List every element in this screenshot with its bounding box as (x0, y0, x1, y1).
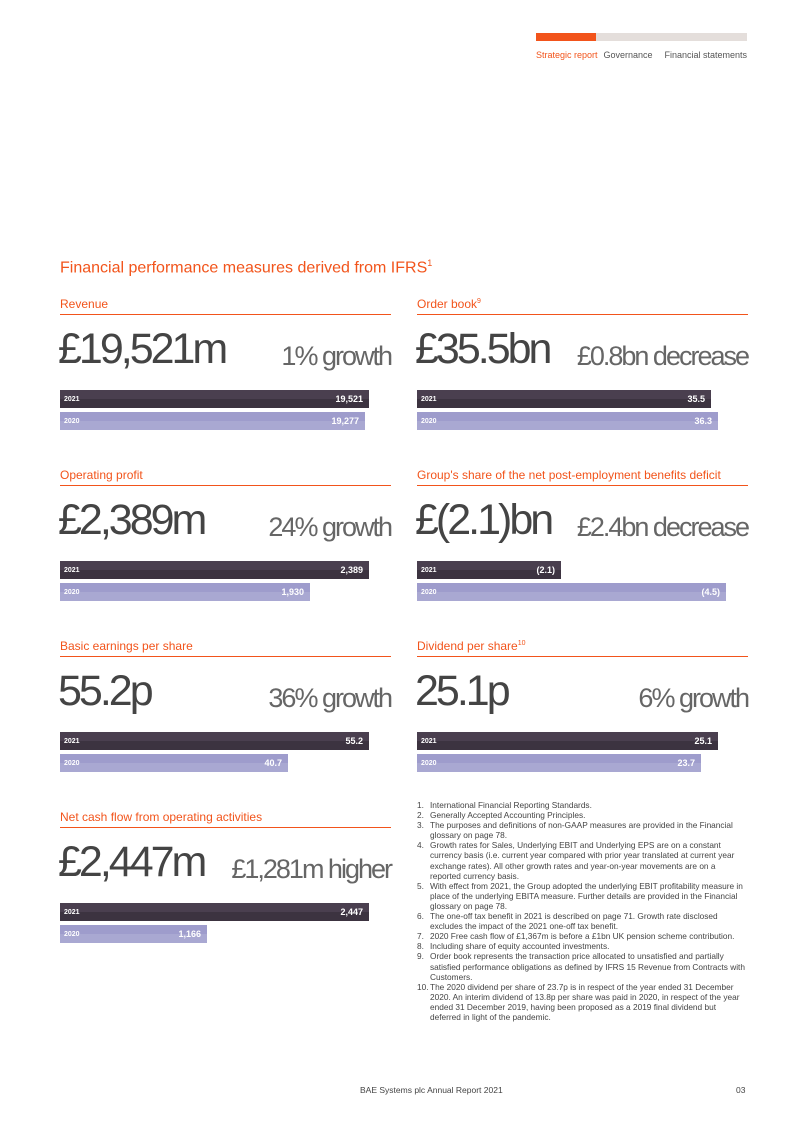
page-number: 03 (736, 1085, 746, 1095)
panel-title (417, 639, 748, 657)
bar-2020-value: 19,277 (331, 416, 359, 426)
bar-2021-year: 2021 (421, 737, 437, 745)
panel-title-sup: 10 (517, 640, 526, 647)
bar-2020-value: 1,930 (281, 587, 304, 597)
footnote-item (417, 881, 747, 911)
footnote-text: Order book represents the transaction price allocated to unsatisfied and partially satisfied performance obligations as defined by IFRS 15 Revenue from Contracts with Customers. (430, 951, 745, 982)
header-nav-bars (536, 33, 747, 41)
growth-label: 6% growth (638, 683, 748, 713)
bar-2020 (417, 412, 748, 430)
nav-governance[interactable]: Governance (603, 50, 653, 60)
bar-2021-value: 55.2 (345, 736, 363, 746)
footnote-text: The 2020 dividend per share of 23.7p is in respect of the year ended 31 December 2020. An interim dividend of 13.8p per share was paid in 2020, in respect of the year ended 31 December 2019, having been proposed as a 2019 final dividend but deferred in light of the pandemic. (430, 981, 740, 1022)
bar-2021 (417, 732, 748, 750)
footnote-number: 3. (417, 820, 424, 831)
bar-2021 (417, 390, 748, 408)
bar-2021-fill (60, 561, 369, 579)
bar-2020-year: 2020 (421, 588, 437, 596)
bar-2021-value: (2.1) (536, 565, 555, 575)
nav-strategic-report[interactable]: Strategic report (536, 50, 598, 60)
nav-financial-statements[interactable]: Financial statements (664, 50, 747, 60)
footnote-item (417, 951, 747, 981)
bar-2021-fill (60, 903, 369, 921)
panel-order-book (417, 297, 748, 434)
headline-row (417, 657, 748, 727)
footnote-item (417, 840, 747, 880)
footnote-item (417, 911, 747, 931)
panel-title (60, 810, 391, 828)
bar-2021-value: 2,447 (340, 907, 363, 917)
header-nav (536, 50, 747, 60)
nav-indicator-rest (596, 33, 747, 41)
headline-row (60, 315, 391, 385)
footnote-text: International Financial Reporting Standards. (430, 800, 592, 810)
footnote-number: 9. (417, 951, 424, 962)
bar-2021 (60, 732, 391, 750)
footnote-number: 4. (417, 840, 424, 851)
headline-row (417, 486, 748, 556)
footnote-number: 8. (417, 941, 424, 952)
headline-row (417, 315, 748, 385)
bar-2020 (60, 412, 391, 430)
footnote-text: Growth rates for Sales, Underlying EBIT and Underlying EPS are on a constant currency basis (i.e. current year compared with prior year translated at current year exchange rates). All other growth rates and year-on-year movements are on a reported currency basis. (430, 840, 735, 881)
bar-2020 (60, 754, 391, 772)
panel-basic-eps (60, 639, 391, 776)
panel-operating-profit (60, 468, 391, 605)
nav-active-indicator (536, 33, 596, 41)
panel-net-cash-flow (60, 810, 391, 947)
panel-title (60, 468, 391, 486)
bar-2020-value: 40.7 (264, 758, 282, 768)
headline-value: £35.5bn (415, 325, 550, 373)
bar-2021 (417, 561, 748, 579)
section-title (60, 258, 432, 277)
bar-2021-fill (60, 732, 369, 750)
bar-2021-value: 25.1 (694, 736, 712, 746)
footnote-text: With effect from 2021, the Group adopted the underlying EBIT profitability measure in place of the underlying EBITA measure. Further details are provided in the Financial glossary on page 78. (430, 880, 743, 911)
growth-label: 1% growth (281, 341, 391, 371)
panel-dividend-per-share (417, 639, 748, 776)
footer-report-title: BAE Systems plc Annual Report 2021 (360, 1085, 503, 1095)
footnote-item (417, 982, 747, 1022)
bar-2020-year: 2020 (64, 588, 80, 596)
bar-2021-year: 2021 (64, 737, 80, 745)
bar-2020-year: 2020 (64, 930, 80, 938)
bar-2021-year: 2021 (421, 395, 437, 403)
panel-title-sup: 9 (477, 298, 481, 305)
footnote-item (417, 800, 747, 810)
footnotes-list (417, 800, 747, 1022)
panel-title-text: Operating profit (60, 468, 143, 482)
footnote-text: 2020 Free cash flow of £1,367m is before a £1bn UK pension scheme contribution. (430, 931, 735, 942)
bar-2021-fill (60, 390, 369, 408)
bar-2021-value: 35.5 (687, 394, 705, 404)
section-title-text: Financial performance measures derived from IFRS (60, 259, 428, 277)
headline-value: £2,389m (58, 496, 205, 544)
panel-title (417, 468, 748, 486)
headline-value: 55.2p (58, 667, 151, 715)
footnote-text: The purposes and definitions of non-GAAP measures are provided in the Financial glossary on page 78. (430, 820, 733, 841)
footnote-text: The one-off tax benefit in 2021 is described on page 71. Growth rate disclosed excludes the impact of the 2021 one-off tax benefit. (430, 911, 718, 932)
bar-2020-year: 2020 (421, 417, 437, 425)
bar-2020-year: 2020 (421, 759, 437, 767)
footnote-item (417, 810, 747, 820)
panel-title (60, 639, 391, 657)
bar-2021-fill (417, 732, 718, 750)
bar-2021-year: 2021 (421, 566, 437, 574)
footnote-number: 6. (417, 911, 424, 922)
bar-2020-value: (4.5) (701, 587, 720, 597)
growth-label: £0.8bn decrease (576, 341, 748, 371)
growth-label: 24% growth (268, 512, 391, 542)
bar-2021-value: 2,389 (340, 565, 363, 575)
footnote-item (417, 941, 747, 951)
bar-2020-value: 1,166 (178, 929, 201, 939)
bar-2021 (60, 390, 391, 408)
bar-2021-year: 2021 (64, 908, 80, 916)
panel-title (60, 297, 391, 315)
bar-2021-year: 2021 (64, 566, 80, 574)
panel-title-text: Basic earnings per share (60, 639, 193, 653)
headline-value: 25.1p (415, 667, 508, 715)
footnote-number: 2. (417, 810, 424, 821)
footnote-text: Generally Accepted Accounting Principles. (430, 810, 586, 821)
headline-row (60, 657, 391, 727)
panel-title-text: Group's share of the net post-employment benefits deficit (417, 468, 721, 482)
panel-title-text: Dividend per share (417, 639, 518, 653)
bar-2020-year: 2020 (64, 417, 80, 425)
bar-2020 (60, 925, 391, 943)
growth-label: 36% growth (268, 683, 391, 713)
growth-label: £1,281m higher (231, 854, 391, 884)
footnote-number: 5. (417, 880, 424, 891)
panel-title-text: Net cash flow from operating activities (60, 810, 263, 824)
bar-2020-value: 23.7 (677, 758, 695, 768)
footnote-text: Including share of equity accounted investments. (430, 941, 610, 952)
panel-title (417, 297, 748, 315)
bar-2020 (417, 583, 748, 601)
panel-title-text: Revenue (60, 297, 109, 311)
growth-label: £2.4bn decrease (576, 512, 748, 542)
headline-value: £2,447m (58, 838, 205, 886)
headline-row (60, 828, 391, 898)
bar-2021 (60, 903, 391, 921)
bar-2021-value: 19,521 (335, 394, 363, 404)
footnote-item (417, 931, 747, 941)
panel-title-text: Order book (417, 297, 478, 311)
footnote-number: 1. (417, 800, 424, 810)
footnote-item (417, 820, 747, 840)
panel-pension-deficit (417, 468, 748, 605)
bar-2021-year: 2021 (64, 395, 80, 403)
bar-2020 (60, 583, 391, 601)
panel-revenue (60, 297, 391, 434)
section-title-sup: 1 (427, 258, 433, 268)
bar-2021-fill (417, 390, 711, 408)
headline-row (60, 486, 391, 556)
headline-value: £(2.1)bn (415, 496, 552, 544)
footnote-number: 7. (417, 931, 424, 942)
headline-value: £19,521m (58, 325, 226, 373)
bar-2020 (417, 754, 748, 772)
bar-2020-value: 36.3 (694, 416, 712, 426)
bar-2020-year: 2020 (64, 759, 80, 767)
footnote-number: 10. (417, 981, 429, 992)
bar-2021 (60, 561, 391, 579)
